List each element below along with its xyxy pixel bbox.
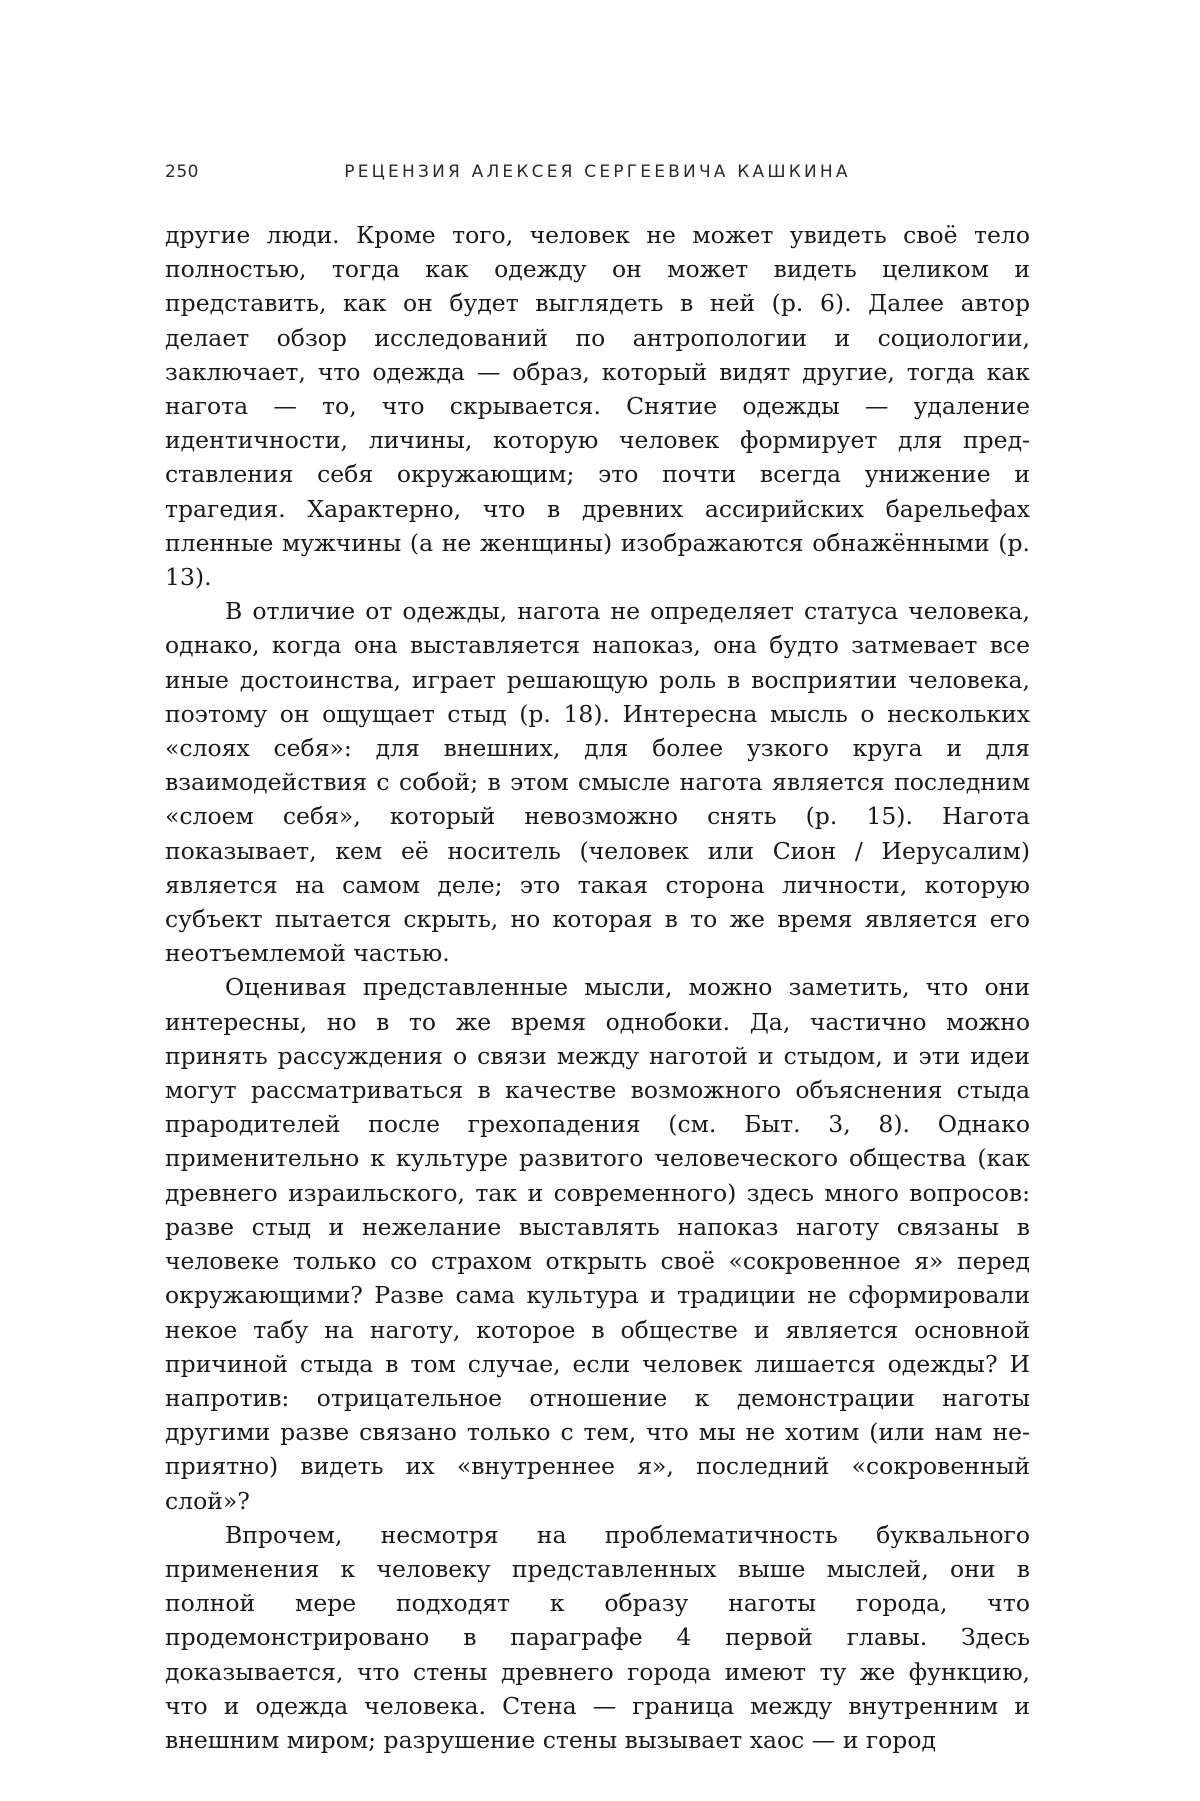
page-number: 250: [165, 162, 199, 182]
body-text: [165, 218, 1030, 1757]
paragraph-continuation: другие люди. Кроме того, человек не может увидеть своё тело полностью, тогда как одежду он может видеть целиком и представить, как он будет выглядеть в ней (p. 6). Далее автор делает обзор исследований по антропологии и социологии, заключает, что одежда — образ, который видят другие, тогда как нагота — то, что скрывается. Снятие одежды — удаление идентичности, личины, которую человек формирует для представления себя окружающим; это почти всегда унижение и трагедия. Характерно, что в древних ассирийских барельефах пленные мужчины (а не женщины) изображаются обнажёнными (p. 13).: [165, 221, 1030, 592]
running-title: РЕЦЕНЗИЯ АЛЕКСЕЯ СЕРГЕЕВИЧА КАШКИНА: [344, 162, 851, 182]
paragraph: Впрочем, несмотря на проблематичность буквального применения к человеку представленных выше мыслей, они в полной мере подходят к образу наготы города, что продемонстрировано в параграфе 4 первой главы. Здесь доказывается, что стены древнего города имеют ту же функцию, что и одежда человека. Стена — граница между внутренним и внешним миром; разрушение стены вызывает хаос — и город: [165, 1520, 1030, 1754]
running-header: [165, 162, 1030, 192]
paragraph: В отличие от одежды, нагота не определяет статуса человека, однако, когда она выставляется напоказ, она будто затмевает все иные достоинства, играет решающую роль в восприятии человека, поэтому он ощущает стыд (p. 18). Интересна мысль о нескольких «слоях себя»: для внешних, для более узкого круга и для взаимодействия с собой; в этом смысле нагота является последним «слоем себя», который невозможно снять (p. 15). Нагота показывает, кем её носитель (человек или Сион / Иерусалим) является на самом деле; это такая сторона личности, которую субъект пытается скрыть, но которая в то же время является его неотъемлемой частью.: [165, 597, 1030, 968]
paragraph: Оценивая представленные мысли, можно заметить, что они интересны, но в то же время однобоки. Да, частично можно принять рассуждения о связи между наготой и стыдом, и эти идеи могут рассматриваться в качестве возможного объяснения стыда прародителей после грехопадения (см. Быт. 3, 8). Однако применительно к культуре развитого человеческого общества (как древнего израильского, так и современного) здесь много вопросов: разве стыд и нежелание выставлять напоказ наготу связаны в человеке только со страхом открыть своё «сокровенное я» перед окружающими? Разве сама культура и традиции не сформировали некое табу на наготу, которое в обществе и является основной причиной стыда в том случае, если человек лишается одежды? И напротив: отрицательное отношение к демонстрации наготы другими разве связано только с тем, что мы не хотим (или нам неприятно) видеть их «внутреннее я», последний «сокровенный слой»?: [165, 973, 1030, 1515]
